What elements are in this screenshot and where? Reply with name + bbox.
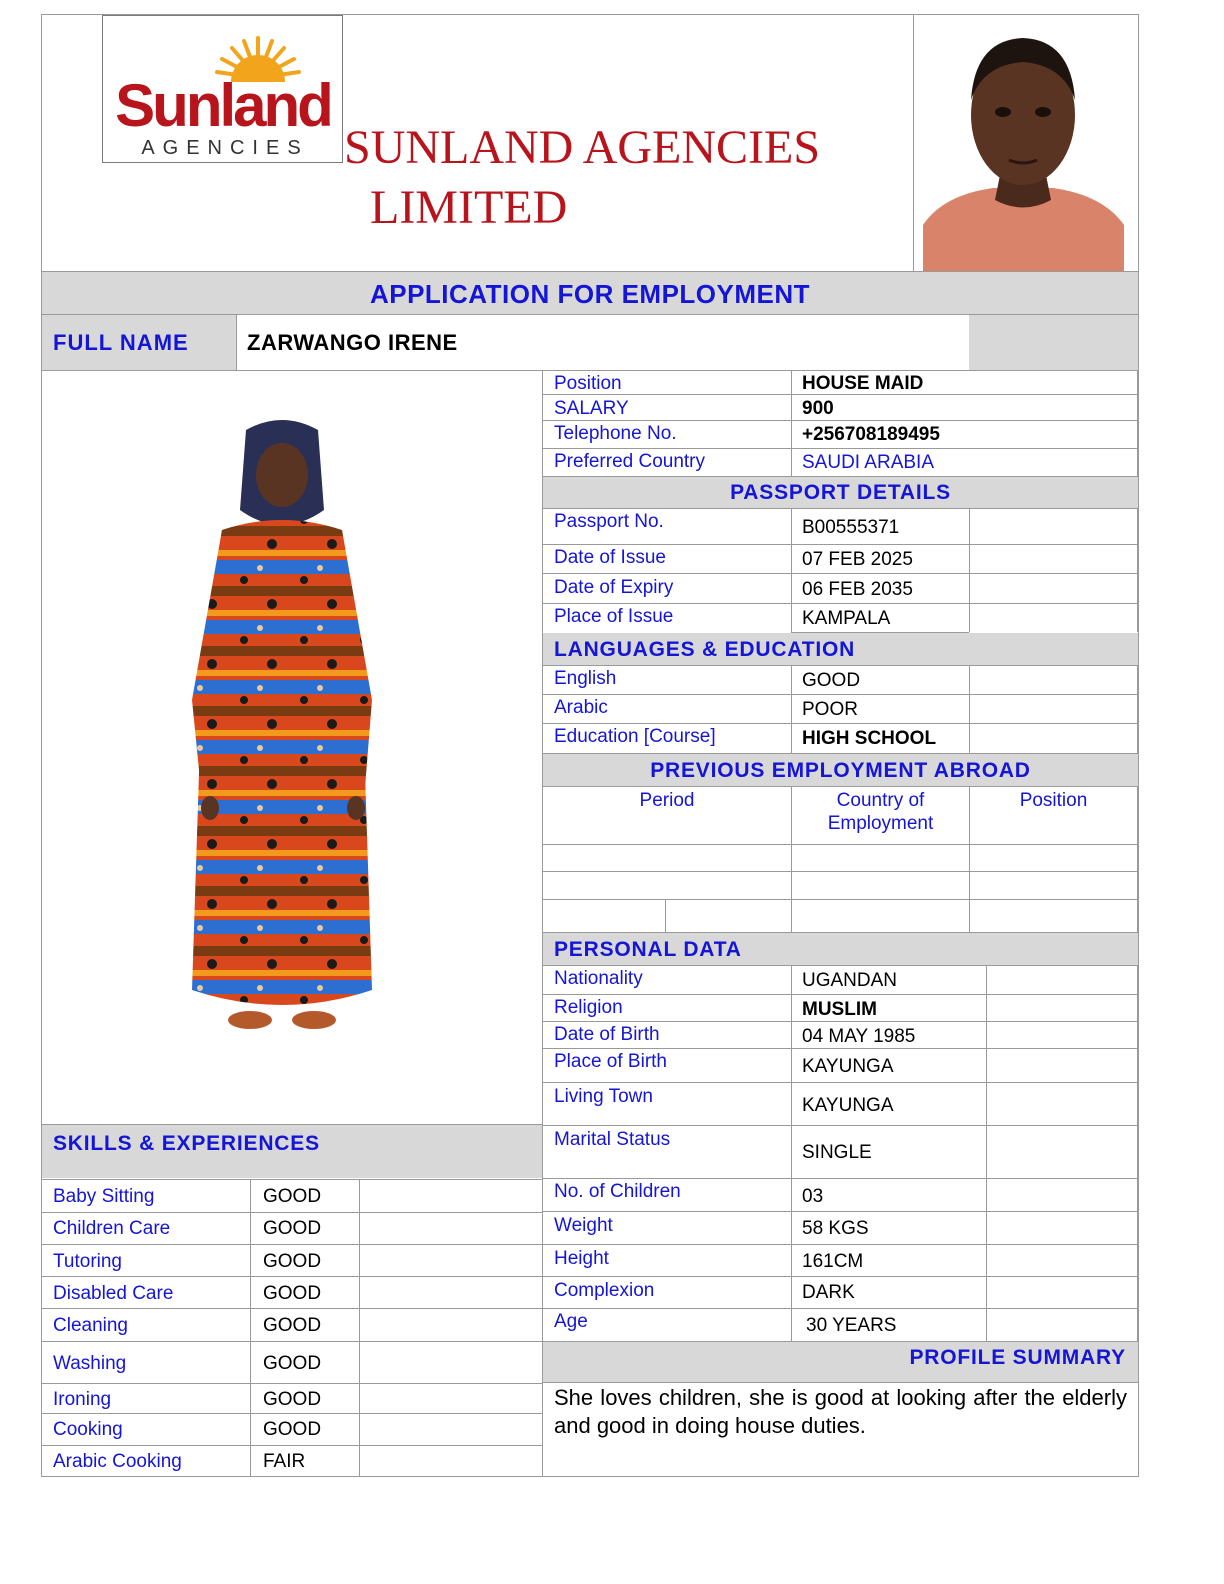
- complexion-value: DARK: [802, 1282, 855, 1303]
- divider: [543, 1382, 1138, 1383]
- place-of-issue-label: Place of Issue: [554, 606, 674, 627]
- english-value: GOOD: [802, 670, 861, 691]
- divider: [42, 1244, 542, 1245]
- date-of-birth-value: 04 MAY 1985: [802, 1026, 916, 1047]
- skill-label: Ironing: [53, 1389, 112, 1410]
- religion-value: MUSLIM: [802, 999, 877, 1020]
- position-value: HOUSE MAID: [802, 373, 924, 394]
- divider: [543, 1082, 1138, 1083]
- passport-section-title: PASSPORT DETAILS: [543, 477, 1138, 508]
- place-of-birth-label: Place of Birth: [554, 1051, 667, 1072]
- divider: [913, 15, 914, 271]
- form-title: APPLICATION FOR EMPLOYMENT: [42, 272, 1138, 314]
- marital-status-label: Marital Status: [554, 1129, 671, 1150]
- skill-label: Tutoring: [53, 1251, 122, 1272]
- profile-summary-text: She loves children, she is good at looking after the elderly and good in doing house duties.: [554, 1385, 1127, 1438]
- divider: [42, 1383, 542, 1384]
- divider: [1137, 966, 1138, 1341]
- skill-value: GOOD: [263, 1315, 322, 1336]
- full-name-label: FULL NAME: [53, 330, 189, 355]
- divider: [543, 1276, 1138, 1277]
- children-label: No. of Children: [554, 1181, 681, 1202]
- logo-sub-text: AGENCIES: [141, 137, 309, 159]
- divider: [543, 1211, 1138, 1212]
- employment-position-header: Position: [1019, 790, 1088, 811]
- divider: [359, 1180, 360, 1476]
- living-town-label: Living Town: [554, 1086, 653, 1107]
- skill-value: GOOD: [263, 1419, 322, 1440]
- divider: [1137, 371, 1138, 476]
- divider: [969, 509, 970, 632]
- divider: [542, 370, 543, 1476]
- divider: [543, 448, 1138, 449]
- divider: [543, 994, 1138, 995]
- divider: [665, 900, 666, 932]
- divider: [1137, 509, 1138, 632]
- telephone-label: Telephone No.: [554, 423, 677, 444]
- divider: [1137, 787, 1138, 932]
- english-label: English: [554, 668, 617, 689]
- divider: [543, 723, 1138, 724]
- age-value: 30 YEARS: [806, 1315, 897, 1336]
- sun-logo-icon: [103, 16, 343, 163]
- divider: [543, 899, 1138, 900]
- arabic-value: POOR: [802, 699, 858, 720]
- skill-value: FAIR: [263, 1451, 306, 1472]
- skill-label: Arabic Cooking: [53, 1451, 182, 1472]
- telephone-value: +256708189495: [802, 424, 940, 445]
- divider: [791, 666, 792, 753]
- divider: [543, 544, 1138, 545]
- personal-section-title: PERSONAL DATA: [543, 933, 1138, 965]
- profile-section-title: PROFILE SUMMARY: [909, 1346, 1126, 1369]
- skill-label: Disabled Care: [53, 1283, 174, 1304]
- skill-value: GOOD: [263, 1218, 322, 1239]
- divider: [791, 371, 792, 476]
- divider: [543, 965, 1138, 966]
- divider: [543, 420, 1138, 421]
- preferred-country-value: SAUDI ARABIA: [802, 452, 934, 473]
- employment-section-title: PREVIOUS EMPLOYMENT ABROAD: [543, 754, 1138, 786]
- children-value: 03: [802, 1186, 824, 1207]
- education-label: Education [Course]: [554, 726, 716, 747]
- preferred-country-label: Preferred Country: [554, 451, 706, 472]
- divider: [543, 1125, 1138, 1126]
- divider: [791, 509, 792, 632]
- divider: [543, 844, 1138, 845]
- company-name-line1: SUNLAND AGENCIES: [344, 121, 821, 174]
- divider: [543, 1048, 1138, 1049]
- divider: [42, 1276, 542, 1277]
- divider: [969, 666, 970, 753]
- divider: [791, 966, 792, 1341]
- full-name-value: ZARWANGO IRENE: [247, 330, 458, 355]
- divider: [543, 1308, 1138, 1309]
- divider: [543, 665, 1138, 666]
- languages-section-title: LANGUAGES & EDUCATION: [543, 633, 1138, 665]
- salary-value: 900: [802, 398, 834, 419]
- company-name: [344, 118, 904, 238]
- nationality-value: UGANDAN: [802, 970, 898, 991]
- salary-label: SALARY: [554, 398, 629, 419]
- divider: [236, 315, 237, 370]
- complexion-label: Complexion: [554, 1280, 655, 1301]
- divider: [42, 1212, 542, 1213]
- passport-no-label: Passport No.: [554, 511, 664, 532]
- divider: [543, 1021, 1138, 1022]
- skill-value: GOOD: [263, 1251, 322, 1272]
- nationality-label: Nationality: [554, 968, 643, 989]
- skill-label: Children Care: [53, 1218, 171, 1239]
- position-label: Position: [554, 373, 622, 394]
- divider: [250, 1180, 251, 1476]
- place-of-issue-value: KAMPALA: [802, 608, 891, 629]
- skill-value: GOOD: [263, 1389, 322, 1410]
- divider: [42, 1413, 542, 1414]
- date-of-issue-value: 07 FEB 2025: [802, 549, 913, 570]
- employment-country-header: Country of Employment: [827, 790, 934, 834]
- skill-label: Washing: [53, 1353, 127, 1374]
- marital-status-value: SINGLE: [802, 1142, 872, 1163]
- company-name-line2: LIMITED: [370, 181, 568, 234]
- height-label: Height: [554, 1248, 609, 1269]
- skill-label: Cooking: [53, 1419, 123, 1440]
- height-value: 161CM: [802, 1251, 864, 1272]
- divider: [543, 694, 1138, 695]
- divider: [42, 1445, 542, 1446]
- company-logo: [102, 15, 343, 163]
- date-of-issue-label: Date of Issue: [554, 547, 666, 568]
- date-of-birth-label: Date of Birth: [554, 1024, 660, 1045]
- skill-label: Cleaning: [53, 1315, 128, 1336]
- skill-value: GOOD: [263, 1283, 322, 1304]
- logo-brand-text: Sunland: [115, 72, 331, 139]
- full-body-photo: [52, 380, 532, 1054]
- weight-value: 58 KGS: [802, 1218, 869, 1239]
- divider: [543, 871, 1138, 872]
- divider: [986, 966, 987, 1341]
- education-value: HIGH SCHOOL: [802, 728, 937, 749]
- name-empty-cell: [969, 315, 1138, 370]
- arabic-label: Arabic: [554, 697, 608, 718]
- divider: [42, 370, 1138, 371]
- divider: [543, 786, 1138, 787]
- employment-period-header: Period: [639, 790, 695, 811]
- divider: [42, 1308, 542, 1309]
- divider: [543, 603, 1138, 604]
- skill-label: Baby Sitting: [53, 1186, 155, 1207]
- divider: [543, 573, 1138, 574]
- divider: [543, 1178, 1138, 1179]
- divider: [42, 1179, 542, 1180]
- divider: [543, 1244, 1138, 1245]
- age-label: Age: [554, 1311, 588, 1332]
- skill-value: GOOD: [263, 1353, 322, 1374]
- place-of-birth-value: KAYUNGA: [802, 1056, 894, 1077]
- portrait-photo: [923, 20, 1124, 271]
- date-of-expiry-value: 06 FEB 2035: [802, 579, 913, 600]
- date-of-expiry-label: Date of Expiry: [554, 577, 674, 598]
- religion-label: Religion: [554, 997, 623, 1018]
- divider: [543, 508, 1138, 509]
- skills-section-title: SKILLS & EXPERIENCES: [53, 1132, 320, 1155]
- skill-value: GOOD: [263, 1186, 322, 1207]
- divider: [1137, 666, 1138, 753]
- passport-no-value: B00555371: [802, 517, 900, 538]
- living-town-value: KAYUNGA: [802, 1095, 894, 1116]
- weight-label: Weight: [554, 1215, 613, 1236]
- divider: [42, 1341, 542, 1342]
